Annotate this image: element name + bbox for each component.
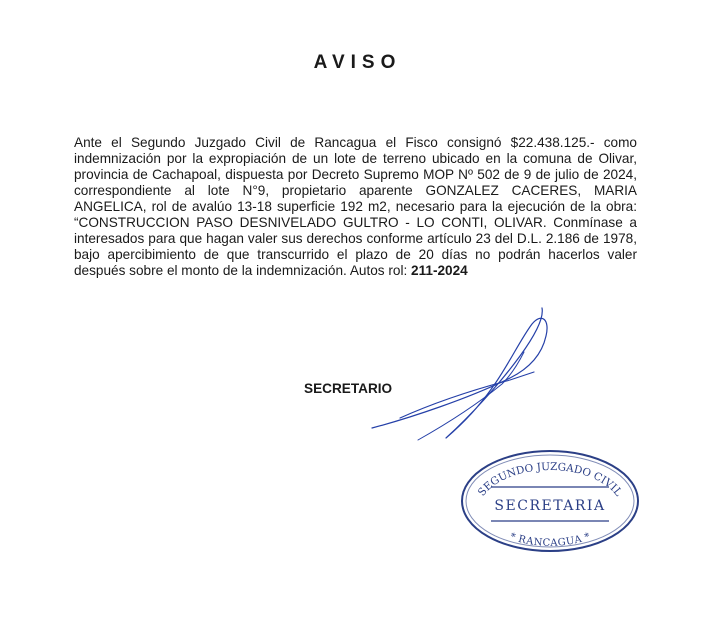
signature-stroke: [400, 372, 534, 418]
signature-stroke: [372, 308, 547, 438]
handwritten-signature: [360, 290, 560, 450]
notice-body-text: Ante el Segundo Juzgado Civil de Rancagua el Fisco consignó $22.438.125.- como indemnización por la expropiación de un lote de terreno ubicado en la comuna de Olivar, provincia de Cachapoal, dispuesta por Decreto Supremo MOP Nº 502 de 9 de julio de 2024, correspondiente al lote N°9, propietario aparente GONZALEZ CACERES, MARIA ANGELICA, rol de avalúo 13-18 superficie 192 m2, necesario para la ejecución de la obra: “CONSTRUCCION PASO DESNIVELADO GULTRO - LO CONTI, OLIVAR. Conmínase a interesados para que hagan valer sus derechos conforme artículo 23 del D.L. 2.186 de 1978, bajo apercibimiento de que transcurrido el plazo de 20 días no podrán hacerlos valer después sobre el monto de la indemnización. Autos rol:: [74, 135, 637, 278]
notice-title: AVISO: [313, 52, 402, 73]
stamp-bottom-arc: * RANCAGUA *: [508, 531, 592, 549]
signer-role: SECRETARIO: [304, 381, 393, 396]
stamp-top-arc: SEGUNDO JUZGADO CIVIL: [475, 460, 625, 499]
case-number: 211-2024: [411, 263, 468, 278]
notice-body: [74, 135, 637, 279]
stamp-center: SECRETARIA: [494, 498, 606, 514]
court-stamp: [455, 445, 645, 555]
signature-stroke: [418, 352, 524, 440]
